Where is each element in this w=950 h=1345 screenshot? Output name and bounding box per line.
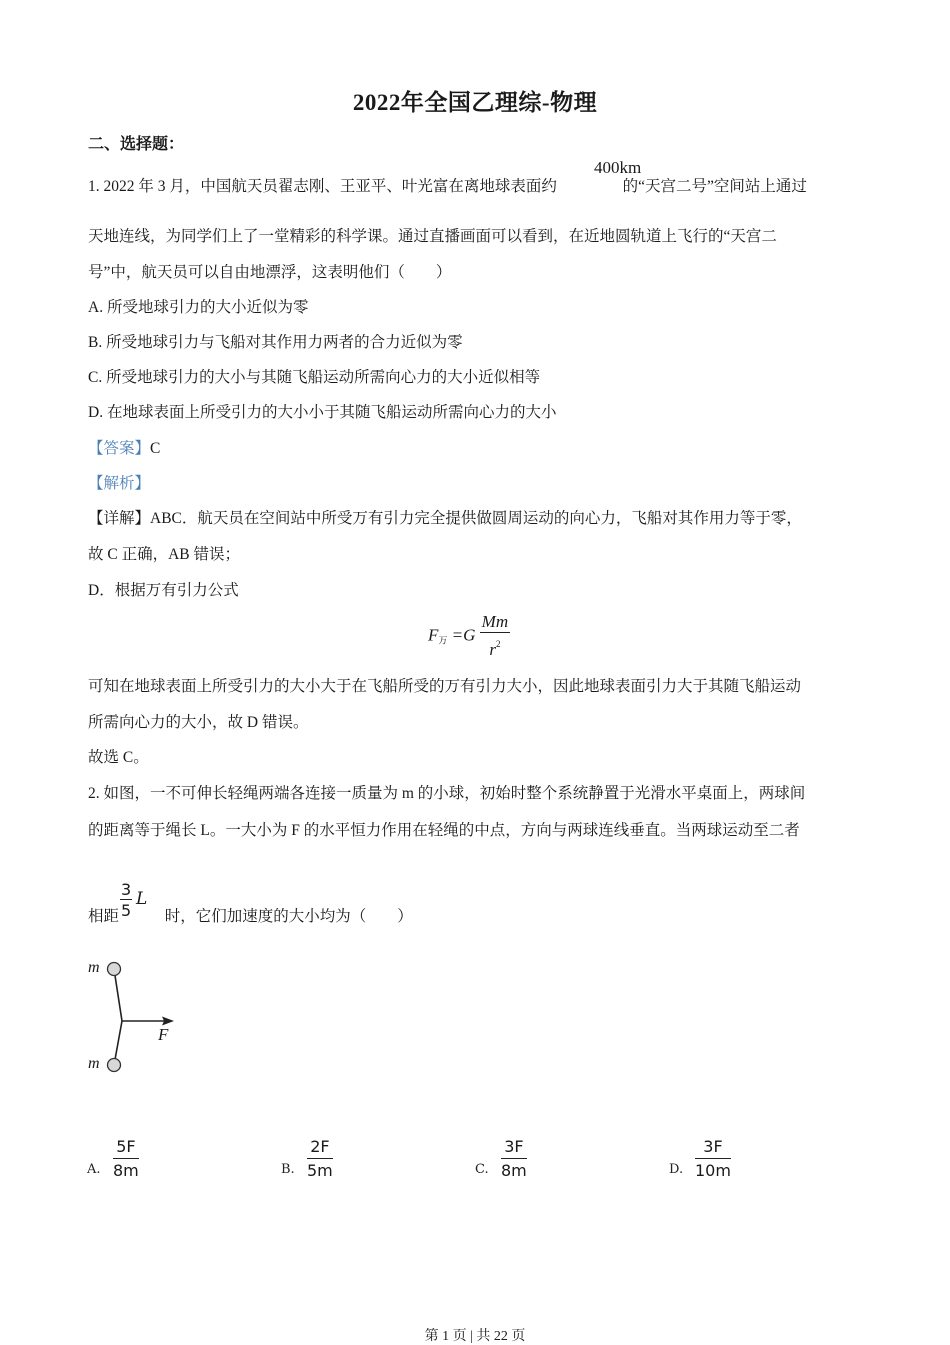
q1-detail-line1 [88, 506, 802, 528]
q1-line1-prefix: 1. 2022 年 3 月，中国航天员翟志刚、王亚平、叶光富在离地球表面约 [88, 178, 557, 195]
formula-fraction [480, 612, 510, 661]
q2-line2: 的距离等于绳长 L。一大小为 F 的水平恒力作用在轻绳的中点，方向与两球连线垂直。当两球运动至二者 [88, 822, 800, 839]
q1-line3: 号”中，航天员可以自由地漂浮，这表明他们（ ） [88, 264, 452, 281]
option-numerator: 2F [307, 1136, 333, 1159]
analysis-tag: 【解析】 [88, 475, 151, 492]
distance-denominator: 5 [121, 901, 132, 920]
section-heading: 二、选择题： [88, 136, 185, 153]
q1-detail-line3: D．根据万有引力公式 [88, 582, 239, 599]
option-numerator: 3F [695, 1136, 731, 1159]
option-numerator: 3F [501, 1136, 527, 1159]
q1-option-a: A. 所受地球引力的大小近似为零 [88, 299, 309, 316]
force-label: F [158, 1025, 169, 1044]
document-title: 2022年全国乙理综-物理 [352, 90, 598, 115]
q1-option-d: D. 在地球表面上所受引力的大小小于其随飞船运动所需向心力的大小 [88, 404, 557, 421]
q1-detail-line5: 所需向心力的大小，故 D 错误。 [88, 714, 309, 731]
option-label: C. [475, 1162, 489, 1177]
q1-distance: 400km [594, 158, 642, 177]
top-mass-label: m [88, 959, 100, 976]
answer-value: C [150, 440, 161, 457]
distance-variable: L [136, 889, 148, 909]
page-footer: 第 1 页 | 共 22 页 [424, 1329, 526, 1344]
formula-denominator: r [489, 640, 496, 659]
bottom-mass-label: m [88, 1055, 100, 1072]
option-label: B. [281, 1162, 295, 1177]
option-denominator: 10m [695, 1161, 731, 1180]
q2-line3-suffix: 时，它们加速度的大小均为（ ） [164, 908, 413, 925]
distance-numerator: 3 [121, 880, 132, 899]
q1-option-b: B. 所受地球引力与飞船对其作用力两者的合力近似为零 [88, 334, 463, 351]
formula-exponent: 2 [495, 639, 501, 649]
q1-detail-line2: 故 C 正确，AB 错误； [88, 546, 240, 563]
option-denominator: 8m [501, 1161, 527, 1180]
formula-numerator: Mm [481, 612, 509, 631]
q1-line2: 天地连线，为同学们上了一堂精彩的科学课。通过直播画面可以看到，在近地圆轨道上飞行的“天宫二 [88, 228, 777, 245]
answer-tag: 【答案】 [88, 440, 151, 457]
option-denominator: 5m [307, 1161, 333, 1180]
option-denominator: 8m [113, 1161, 139, 1180]
q1-conclusion: 故选 C。 [88, 749, 149, 766]
q2-line1: 2. 如图，一不可伸长轻绳两端各连接一质量为 m 的小球，初始时整个系统静置于光滑水平桌面上，两球间 [88, 785, 806, 802]
rope-figure [82, 955, 192, 1075]
q1-detail-line4: 可知在地球表面上所受引力的大小大于在飞船所受的万有引力大小，因此地球表面引力大于其随飞船运动 [88, 678, 802, 695]
distance-fraction [120, 880, 132, 921]
q1-answer [88, 436, 160, 458]
detail-text: ABC．航天员在空间站中所受万有引力完全提供做圆周运动的向心力，飞船对其作用力等于零， [150, 510, 802, 527]
formula-eq: =G [451, 625, 476, 645]
option-label: D. [669, 1162, 684, 1177]
q1-option-c: C. 所受地球引力的大小与其随飞船运动所需向心力的大小近似相等 [88, 369, 541, 386]
option-numerator: 5F [113, 1136, 139, 1159]
q1-line1-suffix: 的“天宫二号”空间站上通过 [622, 178, 807, 195]
formula-lhs-sub: 万 [438, 635, 448, 646]
option-label: A. [87, 1162, 101, 1177]
detail-tag: 【详解】 [88, 510, 151, 527]
gravitation-formula [428, 612, 510, 661]
formula-lhs: F [428, 625, 439, 645]
q1-line1 [88, 174, 807, 196]
q2-line3-prefix: 相距 [88, 908, 120, 925]
